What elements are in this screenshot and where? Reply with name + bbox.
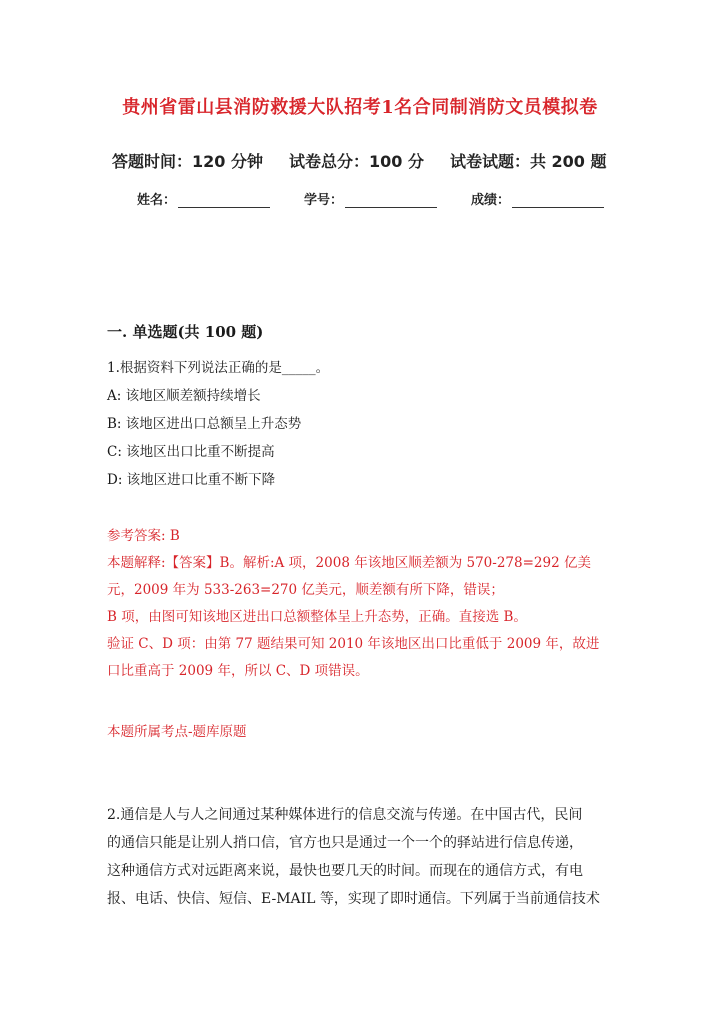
student-fields [137,189,627,208]
question-2 [107,801,607,913]
exam-meta [112,149,632,172]
option-b: B: 该地区进出口总额呈上升态势 [107,416,302,432]
option-c: C: 该地区出口比重不断提高 [107,444,275,460]
name-label: 姓名： [137,193,177,208]
answer-block [107,523,607,685]
name-field [137,189,270,208]
grade-blank [512,194,604,208]
question-1 [107,354,607,494]
explanation-line: 口比重高于 2009 年，所以 C、D 项错误。 [107,663,369,679]
student-id-field [304,189,437,208]
reference-answer: 参考答案: B [107,528,180,544]
exam-total-score: 试卷总分：100 分 [288,152,424,171]
question-text-line: 2.通信是人与人之间通过某种媒体进行的信息交流与传递。在中国古代，民间 [107,807,583,823]
grade-field [471,189,604,208]
explanation-line: 元，2009 年为 533-263=270 亿美元，顺差额有所下降，错误； [107,582,504,598]
student-id-label: 学号： [304,193,344,208]
grade-label: 成绩： [471,193,511,208]
name-blank [178,194,270,208]
option-a: A: 该地区顺差额持续增长 [107,388,261,404]
document-title: 贵州省雷山县消防救援大队招考1名合同制消防文员模拟卷 [122,97,598,118]
question-text-line: 的通信只能是让别人捎口信，官方也只是通过一个一个的驿站进行信息传递， [107,835,583,851]
question-text-line: 报、电话、快信、短信、E-MAIL 等，实现了即时通信。下列属于当前通信技术 [107,891,600,907]
exam-time: 答题时间：120 分钟 [112,152,263,171]
explanation-line: 本题解释:【答案】B。解析:A 项，2008 年该地区顺差额为 570-278=292 亿美 [107,555,591,571]
question-text-line: 这种通信方式对远距离来说，最快也要几天的时间。而现在的通信方式，有电 [107,863,583,879]
question-stem: 1.根据资料下列说法正确的是_____。 [107,360,330,376]
option-d: D: 该地区进口比重不断下降 [107,472,276,488]
student-id-blank [345,194,437,208]
explanation-line: B 项，由图可知该地区进出口总额整体呈上升态势，正确。直接选 B。 [107,609,527,625]
explanation-line: 验证 C、D 项：由第 77 题结果可知 2010 年该地区出口比重低于 2009 年，故进 [107,636,600,652]
knowledge-point: 本题所属考点-题库原题 [107,724,247,740]
exam-question-count: 试卷试题：共 200 题 [449,152,607,171]
section-title: 一. 单选题(共 100 题) [107,323,264,341]
